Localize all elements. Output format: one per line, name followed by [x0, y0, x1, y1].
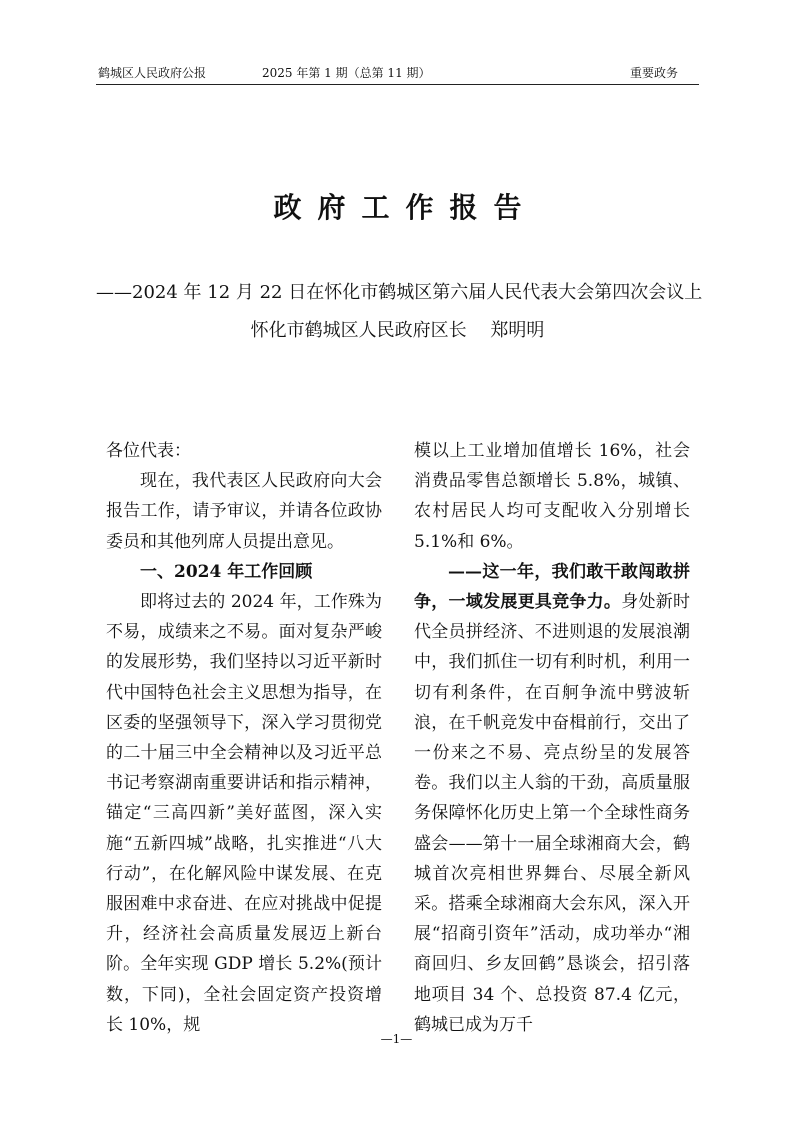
left-column — [106, 436, 382, 1040]
paragraph: 即将过去的 2024 年，工作殊为不易，成绩来之不易。面对复杂严峻的发展形势，我们坚持以习近平新时代中国特色社会主义思想为指导，在区委的坚强领导下，深入学习贯彻党的二十届三中全会精神以及习近平总书记考察湖南重要讲话和指示精神，锚定“三高四新”美好蓝图，深入实施“五新四城”战略，扎实推进“八大行动”，在化解风险中谋发展、在克服困难中求奋进、在应对挑战中促提升，经济社会高质量发展迈上新台阶。全年实现 GDP 增长 5.2%(预计数，下同)，全社会固定资产投资增长 10%，规 — [106, 592, 382, 1035]
header-rule — [96, 84, 699, 85]
paragraph-continued: 模以上工业增加值增长 16%，社会消费品零售总额增长 5.8%，城镇、农村居民人均可支配收入分别增长 5.1%和 6%。 — [414, 441, 690, 552]
paragraph-text: 身处新时代全员拼经济、不进则退的发展浪潮中，我们抓住一切有利时机，利用一切有利条件，在百舸争流中劈波斩浪，在千帆竞发中奋楫前行，交出了一份来之不易、亮点纷呈的发展答卷。我们以主人翁的干劲，高质量服务保障怀化历史上第一个全球性商务盛会——第十一届全球湘商大会，鹤城首次亮相世界舞台、尽展全新风采。搭乘全球湘商大会东风，深入开展“招商引资年”活动，成功举办“湘商回归、乡友回鹤”恳谈会，招引落地项目 34 个、总投资 87.4 亿元，鹤城已成为万千 — [414, 592, 691, 1035]
salutation: 各位代表： — [106, 441, 191, 461]
issue-number: 2025 年第 1 期（总第 11 期） — [262, 66, 431, 80]
section-name: 重要政务 — [630, 66, 679, 80]
document-title: 政府工作报告 — [273, 191, 538, 224]
page-number: —1— — [380, 1032, 413, 1046]
right-column — [414, 436, 690, 1040]
document-subtitle: ——2024 年 12 月 22 日在怀化市鹤城区第六届人民代表大会第四次会议上 — [96, 282, 703, 303]
document-author: 怀化市鹤城区人民政府区长 郑明明 — [250, 320, 545, 341]
bold-lead: ——这一年，我们敢干敢闯敢拼争，一域发展更具竞争力。 — [414, 561, 690, 613]
section-heading: 一、2024 年工作回顾 — [140, 561, 313, 582]
paragraph: 现在，我代表区人民政府向大会报告工作，请予审议，并请各位政协委员和其他列席人员提出意见。 — [106, 471, 382, 552]
paragraph — [414, 557, 690, 1040]
publication-name: 鹤城区人民政府公报 — [98, 66, 207, 80]
